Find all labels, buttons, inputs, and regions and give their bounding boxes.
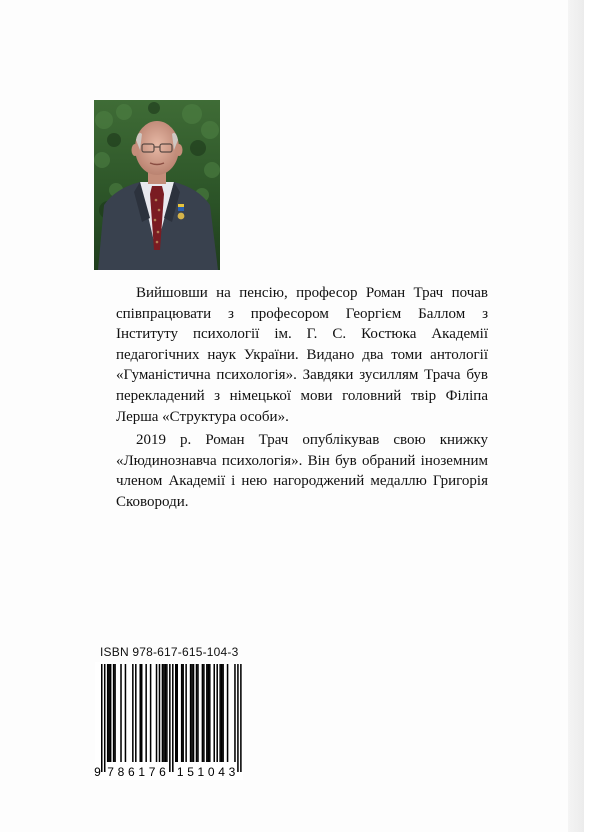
isbn-barcode: [95, 662, 243, 780]
barcode-bar: [208, 664, 210, 762]
barcode-bar: [169, 664, 171, 772]
barcode-bar: [237, 664, 239, 772]
barcode-bar: [221, 664, 223, 762]
author-portrait-photo: [94, 100, 220, 270]
barcode-bar: [159, 664, 161, 762]
barcode-bar: [104, 664, 106, 772]
barcode-bar: [240, 664, 242, 772]
barcode-bar: [163, 664, 165, 762]
barcode-bar: [139, 664, 141, 762]
barcode-bar: [182, 664, 184, 762]
barcode-digit: 8: [117, 765, 125, 779]
barcode-bar: [197, 664, 199, 762]
barcode-digit: 7: [107, 765, 114, 779]
biography-paragraph-2: 2019 р. Роман Трач опублікував свою книжку «Людинознавча психологія». Він був обраний іноземним членом Академії і нею нагороджений медаллю Григорія Сковороди.: [116, 432, 488, 510]
barcode-bar: [227, 664, 229, 762]
barcode-bar: [219, 664, 221, 762]
barcode-bar: [191, 664, 193, 762]
barcode-bar: [175, 664, 177, 762]
barcode-bar: [181, 664, 183, 762]
barcode-bar: [222, 664, 224, 762]
barcode-digit: 4: [218, 765, 225, 779]
barcode-bar: [135, 664, 137, 762]
barcode-bar: [206, 664, 208, 762]
barcode-bar: [120, 664, 122, 762]
barcode-digit: 7: [148, 765, 156, 779]
barcode-bar: [190, 664, 192, 762]
barcode-bar: [185, 664, 187, 762]
barcode-bar: [203, 664, 205, 762]
barcode-bar: [141, 664, 143, 762]
barcode-bar: [202, 664, 204, 762]
biography-paragraph-1: Вийшовши на пенсію, професор Роман Трач почав співпрацювати з професором Георгієм Баллом з Інституту психології ім. Г. С. Костюка Академії педагогічних наук України. Видано два томи антології «Гуманістична психологія». Завдяки зусиллям Трача був перекладений з німецької мови головний твір Філіпа Лерша «Структура особи».: [116, 285, 488, 425]
isbn-number: ISBN 978-617-615-104-3: [100, 645, 239, 659]
barcode-bar: [113, 664, 115, 762]
barcode-digit: 9: [94, 765, 101, 779]
barcode-bar: [101, 664, 103, 772]
page-edge-shadow: [568, 0, 584, 832]
barcode-bar: [108, 664, 110, 762]
barcode-bar: [213, 664, 215, 762]
barcode-bar: [107, 664, 109, 762]
barcode-digit: 6: [127, 765, 135, 779]
barcode-bar: [209, 664, 211, 762]
barcode-bar: [162, 664, 164, 762]
barcode-bar: [176, 664, 178, 762]
barcode-digit: 5: [187, 765, 194, 779]
barcode-digit: 1: [197, 765, 205, 779]
barcode-bar: [165, 664, 167, 762]
barcode-bar: [110, 664, 112, 762]
barcode-bar: [172, 664, 174, 772]
barcode-digit: 3: [228, 765, 236, 779]
barcode-bar: [156, 664, 158, 762]
barcode-bar: [216, 664, 218, 762]
barcode-bar: [150, 664, 152, 762]
barcode-bar: [193, 664, 195, 762]
barcode-bar: [114, 664, 116, 762]
barcode-digit: 1: [176, 765, 184, 779]
barcode-bar: [234, 664, 236, 762]
barcode-bar: [145, 664, 147, 762]
author-biography: [116, 283, 488, 516]
barcode-digit: 0: [207, 765, 215, 779]
barcode-digit: 1: [138, 765, 146, 779]
barcode-digit: 6: [159, 765, 166, 779]
barcode-bar: [166, 664, 168, 762]
barcode-bar: [132, 664, 134, 762]
barcode-bar: [196, 664, 198, 762]
barcode-bar: [125, 664, 127, 762]
